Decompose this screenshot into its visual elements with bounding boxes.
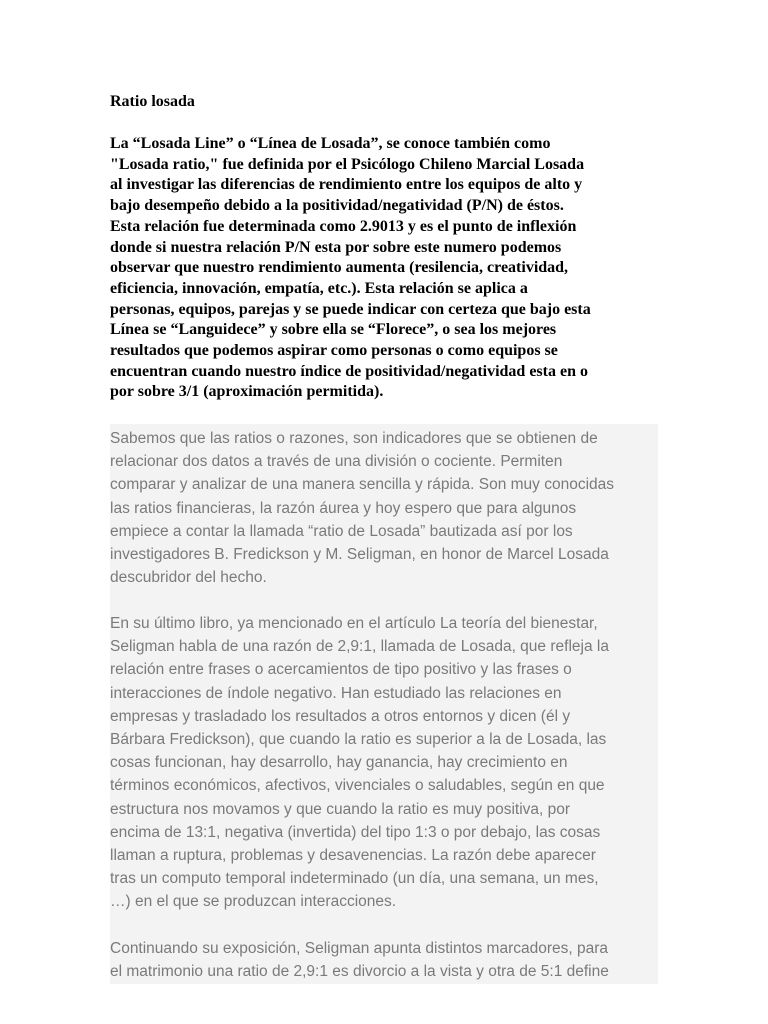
paragraph-line: términos económicos, afectivos, vivenciales o saludables, según en que [110,777,605,795]
paragraph-line: descubridor del hecho. [110,569,267,587]
paragraph-line: encuentran cuando nuestro índice de positividad/negatividad esta en o [110,362,588,380]
paragraph-line: …) en el que se produzcan interacciones. [110,893,397,911]
paragraph-line: interacciones de índole negativo. Han estudiado las relaciones en [110,684,562,702]
paragraph-line: las ratios financieras, la razón áurea y hoy espero que para algunos [110,499,577,517]
paragraph-line: empresas y trasladado los resultados a otros entornos y dicen (él y [110,707,571,725]
gray-paragraph-3 [110,937,658,983]
paragraph-line: eficiencia, innovación, empatía, etc.). Esta relación se aplica a [110,279,528,297]
paragraph-line: relación entre frases o acercamientos de tipo positivo y las frases o [110,661,572,679]
gray-paragraph-2 [110,612,658,914]
paragraph-line: La “Losada Line” o “Línea de Losada”, se conoce también como [110,135,551,152]
paragraph-line: bajo desempeño debido a la positividad/negatividad (P/N) de éstos. [110,197,564,215]
paragraph-line: cosas funcionan, hay desarrollo, hay ganancia, hay crecimiento en [110,754,568,772]
paragraph-line: Sabemos que las ratios o razones, son indicadores que se obtienen de [110,430,598,447]
paragraph-line: investigadores B. Fredickson y M. Seligman, en honor de Marcel Losada [110,546,609,564]
paragraph-line: tras un computo temporal indeterminado (un día, una semana, un mes, [110,870,599,888]
paragraph-line: donde si nuestra relación P/N esta por sobre este numero podemos [110,238,562,256]
paragraph-line: Seligman habla de una razón de 2,9:1, llamada de Losada, que refleja la [110,638,609,656]
paragraph-line: el matrimonio una ratio de 2,9:1 es divorcio a la vista y otra de 5:1 define [110,963,609,981]
document-title: Ratio losada [110,93,195,110]
paragraph-line: observar que nuestro rendimiento aumenta (resilencia, creatividad, [110,259,569,277]
paragraph-line: En su último libro, ya mencionado en el artículo La teoría del bienestar, [110,615,598,632]
paragraph-line: llaman a ruptura, problemas y desavenencias. La razón debe aparecer [110,847,596,865]
bold-paragraph [110,134,670,403]
paragraph-line: Línea se “Languidece” y sobre ella se “Florece”, o sea los mejores [110,321,557,339]
paragraph-line: relacionar dos datos a través de una división o cociente. Permiten [110,453,563,471]
paragraph-line: "Losada ratio," fue definida por el Psicólogo Chileno Marcial Losada [110,155,585,173]
paragraph-line: Esta relación fue determinada como 2.9013 y es el punto de inflexión [110,217,577,235]
paragraph-line: por sobre 3/1 (aproximación permitida). [110,383,384,401]
paragraph-line: estructura nos movamos y que cuando la ratio es muy positiva, por [110,800,571,818]
quoted-text-block [110,424,658,984]
paragraph-line: Continuando su exposición, Seligman apunta distintos marcadores, para [110,940,609,957]
paragraph-line: personas, equipos, parejas y se puede indicar con certeza que bajo esta [110,300,591,318]
paragraph-line: resultados que podemos aspirar como personas o como equipos se [110,342,558,360]
paragraph-line: encima de 13:1, negativa (invertida) del tipo 1:3 o por debajo, las cosas [110,823,601,841]
paragraph-line: Bárbara Fredickson), que cuando la ratio es superior a la de Losada, las [110,731,607,749]
paragraph-line: empiece a contar la llamada “ratio de Losada” bautizada así por los [110,522,573,540]
paragraph-line: comparar y analizar de una manera sencilla y rápida. Son muy conocidas [110,476,615,494]
paragraph-line: al investigar las diferencias de rendimiento entre los equipos de alto y [110,176,583,194]
gray-paragraph-1 [110,427,658,589]
